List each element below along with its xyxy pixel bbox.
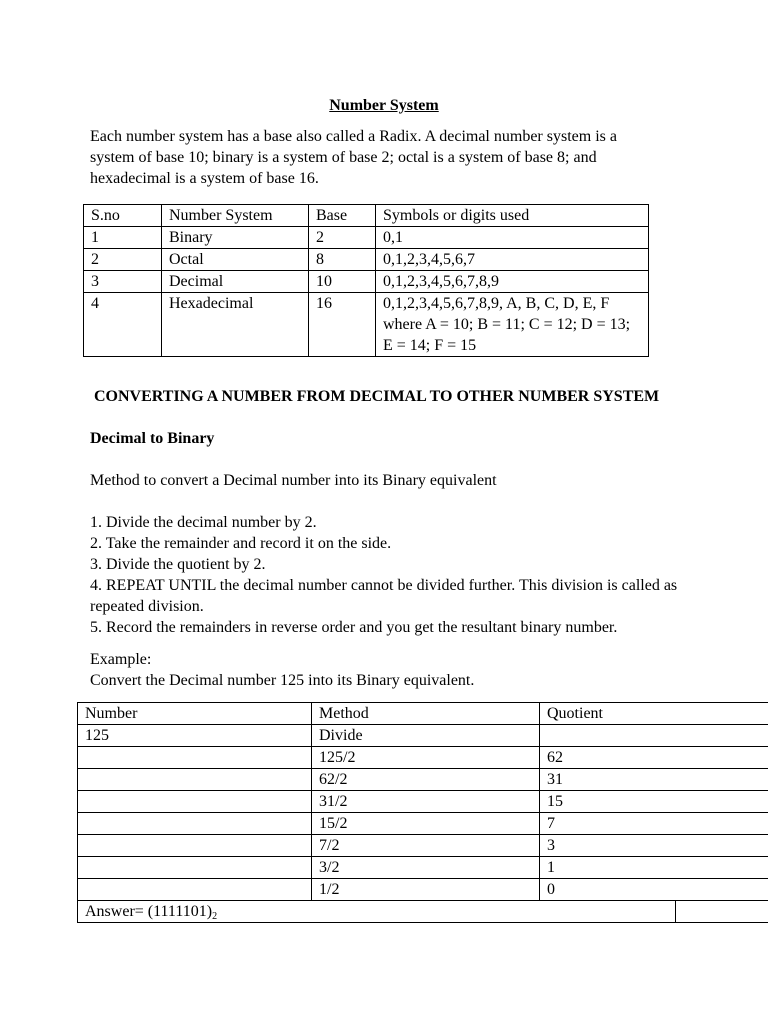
table-row [78,725,768,747]
list-item: 2. Take the remainder and record it on the side. [90,535,392,552]
table-row [78,791,768,813]
table-cell: 0,1,2,3,4,5,6,7,8,9 [376,271,649,293]
section-heading: CONVERTING A NUMBER FROM DECIMAL TO OTHER NUMBER SYSTEM [94,388,660,405]
header-cell: Base [309,205,376,227]
table-row [84,249,649,271]
table-cell: 2 [309,227,376,249]
table-cell [78,769,312,791]
table-cell: 125 [78,725,312,747]
header-cell: Number System [162,205,309,227]
table-cell [540,725,768,747]
table-cell: Decimal [162,271,309,293]
table-cell: 1/2 [312,879,540,901]
table-cell: 7/2 [312,835,540,857]
table-cell: 3/2 [312,857,540,879]
list-item: 5. Record the remainders in reverse order and you get the resultant binary number. [90,619,618,636]
header-cell: Symbols or digits used [376,205,649,227]
number-system-table [83,204,649,357]
header-cell: S.no [84,205,162,227]
answer-row [78,901,768,923]
table-cell: 31/2 [312,791,540,813]
table-cell: 0,1,2,3,4,5,6,7,8,9, A, B, C, D, E, F where A = 10; B = 11; C = 12; D = 13; E = 14; F = 15 [376,293,649,357]
table-cell: 0,1 [376,227,649,249]
table-cell [78,813,312,835]
table-header-row [78,703,768,725]
table-cell: 8 [309,249,376,271]
header-cell: Number [78,703,312,725]
header-cell: Method [312,703,540,725]
page-title: Number System [329,97,439,114]
table-row [78,857,768,879]
table-cell: Binary [162,227,309,249]
empty-cell [676,901,768,923]
table-cell [78,747,312,769]
conversion-table [77,702,768,923]
intro-paragraph: Each number system has a base also called a Radix. A decimal number system is a system of base 10; binary is a system of base 2; octal is a system of base 8; and hexadecimal is a system of base 16. [90,128,617,187]
table-cell: Divide [312,725,540,747]
table-row [78,813,768,835]
table-row [78,835,768,857]
answer-base: 2 [212,911,218,922]
table-row [84,293,649,357]
table-row [78,769,768,791]
table-cell: 3 [540,835,768,857]
table-cell: 16 [309,293,376,357]
header-cell: Quotient [540,703,768,725]
subheading: Decimal to Binary [90,430,215,447]
list-item: 1. Divide the decimal number by 2. [90,514,317,531]
table-cell: Octal [162,249,309,271]
table-row [78,747,768,769]
table-cell: 15 [540,791,768,813]
table-cell: 0,1,2,3,4,5,6,7 [376,249,649,271]
table-cell: 125/2 [312,747,540,769]
table-row [78,879,768,901]
table-cell [78,879,312,901]
list-item: 3. Divide the quotient by 2. [90,556,266,573]
table-cell [78,857,312,879]
answer-cell [78,901,676,923]
table-cell: 15/2 [312,813,540,835]
example-label: Example: [90,651,152,668]
table-cell: 0 [540,879,768,901]
table-cell: 62/2 [312,769,540,791]
steps-list [90,512,690,638]
table-row [84,227,649,249]
table-row [84,271,649,293]
table-cell: 3 [84,271,162,293]
answer-text: Answer= (1111101) [85,903,213,920]
method-intro: Method to convert a Decimal number into its Binary equivalent [90,472,497,489]
table-cell: 4 [84,293,162,357]
table-cell: 7 [540,813,768,835]
table-cell: 10 [309,271,376,293]
table-cell: 1 [540,857,768,879]
table-cell: 1 [84,227,162,249]
table-cell: Hexadecimal [162,293,309,357]
example-text: Convert the Decimal number 125 into its Binary equivalent. [90,672,475,689]
table-header-row [84,205,649,227]
list-item: 4. REPEAT UNTIL the decimal number cannot be divided further. This division is called as repeated division. [90,577,678,615]
table-cell: 62 [540,747,768,769]
table-cell: 31 [540,769,768,791]
table-cell [78,835,312,857]
table-cell [78,791,312,813]
table-cell: 2 [84,249,162,271]
